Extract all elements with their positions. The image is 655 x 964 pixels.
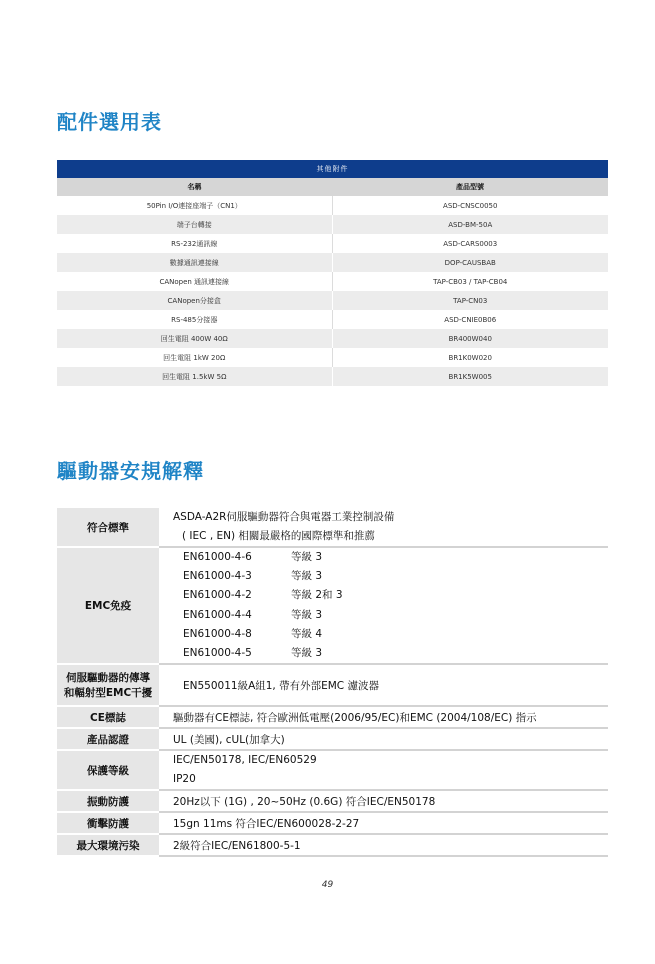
accessory-model: ASD-CNIE0B06 xyxy=(332,310,608,329)
table-row xyxy=(57,834,608,856)
table-row xyxy=(57,291,608,310)
compliance-table xyxy=(57,508,608,857)
accessory-name: RS-485分接器 xyxy=(57,310,332,329)
table-row xyxy=(57,196,608,215)
emc-level: 等級 4 xyxy=(291,627,323,640)
table-row xyxy=(57,329,608,348)
table-row xyxy=(57,367,608,386)
emc-row xyxy=(159,644,608,663)
protection-label: 保護等級 xyxy=(57,750,159,790)
protection-line: IP20 xyxy=(173,773,196,786)
accessory-name: 端子台轉接 xyxy=(57,215,332,234)
compliance-section-title: 驅動器安規解釋 xyxy=(57,459,204,483)
table-row xyxy=(57,750,608,790)
accessory-model: ASD-CARS0003 xyxy=(332,234,608,253)
accessory-name: 數據通訊連接線 xyxy=(57,253,332,272)
table-row xyxy=(57,272,608,291)
emc-standard: EN61000-4-5 xyxy=(183,646,252,659)
vibration-value: 20Hz以下 (1G) , 20~50Hz (0.6G) 符合IEC/EN50178 xyxy=(159,790,608,812)
accessory-name: CANopen 通訊連接線 xyxy=(57,272,332,291)
emi-label xyxy=(57,664,159,706)
column-header-model: 產品型號 xyxy=(332,178,608,196)
emc-value xyxy=(159,547,608,664)
table-row xyxy=(57,348,608,367)
emc-standard: EN61000-4-4 xyxy=(183,608,252,621)
emc-level: 等級 3 xyxy=(291,551,323,563)
emc-standard: EN61000-4-6 xyxy=(183,551,252,563)
emc-row xyxy=(159,567,608,586)
cert-value: UL (美國), cUL(加拿大) xyxy=(159,728,608,750)
accessory-model: DOP-CAUSBAB xyxy=(332,253,608,272)
pollution-label: 最大環境污染 xyxy=(57,834,159,856)
accessory-model: ASD-CNSC0050 xyxy=(332,196,608,215)
emi-label-line: 和輻射型EMC干擾 xyxy=(63,687,153,700)
standard-line: ( IEC , EN) 相關最嚴格的國際標準和推薦 xyxy=(182,530,375,542)
shock-label: 衝擊防護 xyxy=(57,812,159,834)
table-row xyxy=(57,253,608,272)
table-row xyxy=(57,234,608,253)
ce-label: CE標誌 xyxy=(57,706,159,728)
standard-label: 符合標準 xyxy=(57,508,159,547)
emc-level: 等級 3 xyxy=(291,570,323,583)
accessory-model: TAP-CN03 xyxy=(332,291,608,310)
table-row xyxy=(57,706,608,728)
emc-label: EMC免疫 xyxy=(57,547,159,664)
page-number: 49 xyxy=(321,880,334,890)
emi-label-line: 伺服驅動器的傳導 xyxy=(66,672,150,685)
table-row xyxy=(57,215,608,234)
accessory-model: BR1K0W020 xyxy=(332,348,608,367)
cert-label: 產品認證 xyxy=(57,728,159,750)
emc-row xyxy=(159,625,608,644)
table-row xyxy=(57,812,608,834)
accessory-name: RS-232通訊線 xyxy=(57,234,332,253)
accessory-model: TAP-CB03 / TAP-CB04 xyxy=(332,272,608,291)
standard-line: ASDA-A2R伺服驅動器符合與電器工業控制設備 xyxy=(173,511,395,523)
emc-standard: EN61000-4-8 xyxy=(183,627,252,640)
accessory-model: BR1K5W005 xyxy=(332,367,608,386)
accessory-model: BR400W040 xyxy=(332,329,608,348)
accessory-table xyxy=(57,160,608,386)
emc-row xyxy=(159,606,608,625)
vibration-label: 振動防護 xyxy=(57,790,159,812)
accessory-model: ASD-BM-50A xyxy=(332,215,608,234)
accessory-name: 回生電阻 1.5kW 5Ω xyxy=(57,367,332,386)
shock-value: 15gn 11ms 符合IEC/EN600028-2-27 xyxy=(159,812,608,834)
table-banner-row xyxy=(57,160,608,178)
table-row xyxy=(57,508,608,547)
table-row xyxy=(57,790,608,812)
accessory-name: 回生電阻 1kW 20Ω xyxy=(57,348,332,367)
table-row xyxy=(57,547,608,664)
accessory-name: 50Pin I/O連接座端子（CN1） xyxy=(57,196,332,215)
table-row xyxy=(57,728,608,750)
ce-value: 驅動器有CE標誌, 符合歐洲低電壓(2006/95/EC)和EMC (2004/108/EC) 指示 xyxy=(159,706,608,728)
column-header-name: 名稱 xyxy=(57,178,332,196)
protection-value xyxy=(159,750,608,790)
standard-value xyxy=(159,508,608,547)
table-banner: 其他附件 xyxy=(57,160,608,178)
table-row xyxy=(57,664,608,706)
table-row xyxy=(57,310,608,329)
protection-line: IEC/EN50178, IEC/EN60529 xyxy=(173,754,317,767)
emc-level: 等級 3 xyxy=(291,646,323,659)
emc-standard: EN61000-4-2 xyxy=(183,589,252,602)
table-header-row xyxy=(57,178,608,196)
emc-standard: EN61000-4-3 xyxy=(183,570,252,583)
accessory-section-title: 配件選用表 xyxy=(57,110,162,134)
emi-value: EN550011級A組1, 帶有外部EMC 濾波器 xyxy=(159,664,608,706)
accessory-name: 回生電阻 400W 40Ω xyxy=(57,329,332,348)
emc-level: 等級 3 xyxy=(291,608,323,621)
accessory-name: CANopen分接盒 xyxy=(57,291,332,310)
emc-row xyxy=(159,586,608,605)
pollution-value: 2級符合IEC/EN61800-5-1 xyxy=(159,834,608,856)
emc-row xyxy=(159,548,608,567)
emc-level: 等級 2和 3 xyxy=(291,589,343,602)
